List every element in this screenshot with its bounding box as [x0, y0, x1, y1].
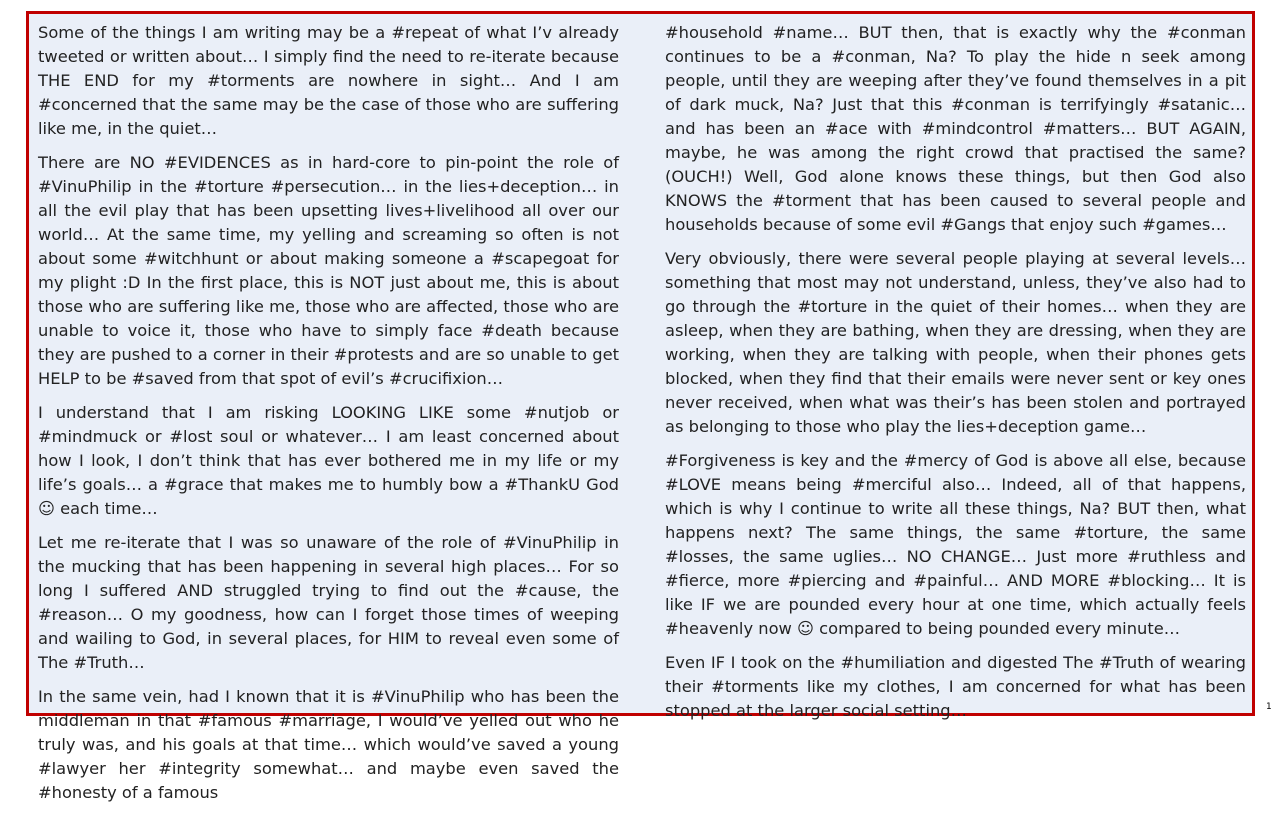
- paragraph: There are NO #EVIDENCES as in hard-core to pin-point the role of #VinuPhilip in the #torture #persecution… in the lies+deception… in all the evil play that has been upsetting lives+livelihood all over our world… At the same time, my yelling and screaming so often is not about some #witchhunt or about making someone a #scapegoat for my plight :D In the first place, this is NOT just about me, this is about those who are suffering like me, those who are affected, those who are unable to voice it, those who have to simply face #death because they are pushed to a corner in their #protests and are so unable to get HELP to be #saved from that spot of evil’s #crucifixion…: [38, 153, 619, 388]
- paragraph: In the same vein, had I known that it is #VinuPhilip who has been the middleman in that #famous #marriage, I would’ve yelled out who he truly was, and his goals at that time… which would’ve saved a young #lawyer her #integrity somewhat… and maybe even saved the #honesty of a famous: [38, 687, 619, 802]
- paragraph: I understand that I am risking LOOKING LIKE some #nutjob or #mindmuck or #lost soul or whatever… I am least concerned about how I look, I don’t think that has ever bothered me in my life or my life’s goals… a #grace that makes me to humbly bow a #ThankU God ☺ each time…: [38, 403, 619, 518]
- paragraph: Some of the things I am writing may be a #repeat of what I’v already tweeted or written about… I simply find the need to re-iterate because THE END for my #torments are nowhere in sight… And I am #concerned that the same may be the case of those who are suffering like me, in the quiet…: [38, 23, 619, 138]
- paragraph: Very obviously, there were several people playing at several levels… something that most may not understand, unless, they’ve also had to go through the #torture in the quiet of their homes… when they are asleep, when they are bathing, when they are dressing, when they are working, when they are talking with people, when their phones gets blocked, when they find that their emails were never sent or key ones never received, when what was their’s has been stolen and portrayed as belonging to those who play the lies+deception game…: [665, 249, 1246, 436]
- page-number: 1: [1266, 702, 1272, 712]
- left-column: [38, 21, 619, 815]
- paragraph: Let me re-iterate that I was so unaware of the role of #VinuPhilip in the mucking that has been happening in several high places… For so long I suffered AND struggled trying to find out the #cause, the #reason… O my goodness, how can I forget those times of weeping and wailing to God, in several places, for HIM to reveal even some of The #Truth…: [38, 533, 619, 672]
- paragraph: #household #name… BUT then, that is exactly why the #conman continues to be a #conman, Na? To play the hide n seek among people, until they are weeping after they’ve found themselves in a pit of dark muck, Na? Just that this #conman is terrifyingly #satanic… and has been an #ace with #mindcontrol #matters… BUT AGAIN, maybe, he was among the right crowd that practised the same? (OUCH!) Well, God alone knows these things, but then God also KNOWS the #torment that has been caused to several people and households because of some evil #Gangs that enjoy such #games…: [665, 23, 1246, 234]
- paragraph: Even IF I took on the #humiliation and digested The #Truth of wearing their #torments like my clothes, I am concerned for what has been stopped at the larger social setting…: [665, 653, 1246, 720]
- paragraph: #Forgiveness is key and the #mercy of God is above all else, because #LOVE means being #merciful also… Indeed, all of that happens, which is why I continue to write all these things, Na? BUT then, what happens next? The same things, the same #torture, the same #losses, the same uglies… NO CHANGE… Just more #ruthless and #fierce, more #piercing and #painful… AND MORE #blocking… It is like IF we are pounded every hour at one time, which actually feels #heavenly now ☺ compared to being pounded every minute…: [665, 451, 1246, 638]
- text-frame: [26, 11, 1255, 802]
- right-column: [665, 21, 1246, 733]
